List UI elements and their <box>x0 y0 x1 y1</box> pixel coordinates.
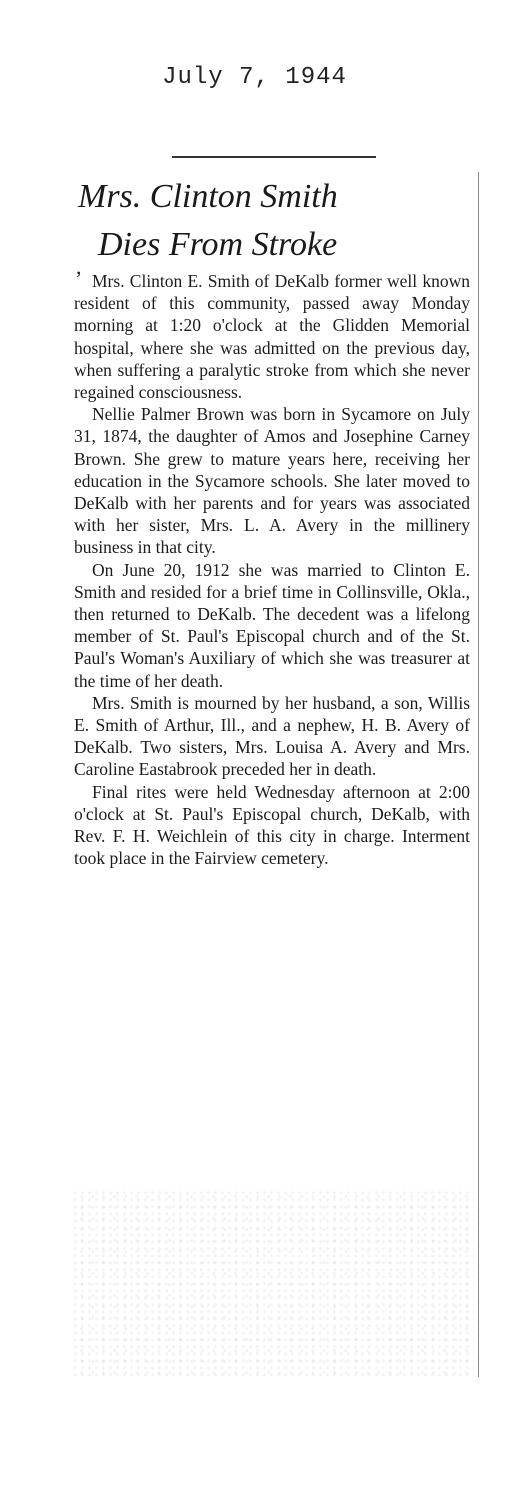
paragraph-biography: Nellie Palmer Brown was born in Sycamore on July 31, 1874, the daughter of Amos and Josephine Carney Brown. She grew to mature years here, receiving her education in the Sycamore schools. She later moved to DeKalb with her parents and for years was associated with her sister, Mrs. L. A. Avery in the millinery business in that city. <box>74 404 470 558</box>
column-edge <box>478 172 479 1377</box>
date-line: July 7, 1944 <box>162 64 347 91</box>
paragraph-survivors: Mrs. Smith is mourned by her husband, a son, Willis E. Smith of Arthur, Ill., and a nephew, H. B. Avery of DeKalb. Two sisters, Mrs. Louisa A. Avery and Mrs. Caroline Eastabrook preceded her in death. <box>74 692 470 780</box>
print-texture <box>74 1190 474 1380</box>
article-body <box>74 270 470 869</box>
paragraph-death-notice: Mrs. Clinton E. Smith of DeKalb former well known resident of this community, passed away Monday morning at 1:20 o'clock at the Glidden Memorial hospital, where she was admitted on the previous day, when suffering a paralytic stroke from which she never regained consciousness. <box>74 271 470 403</box>
headline-mark: , <box>76 254 82 279</box>
headline-line-1: Mrs. Clinton Smith <box>78 178 338 215</box>
headline-line-2: Dies From Stroke <box>98 226 338 263</box>
headline-rule <box>172 156 376 158</box>
paragraph-services: Final rites were held Wednesday afternoon at 2:00 o'clock at St. Paul's Episcopal church, DeKalb, with Rev. F. H. Weichlein of this city in charge. Interment took place in the Fairview cemetery. <box>74 781 470 869</box>
paragraph-marriage: On June 20, 1912 she was married to Clinton E. Smith and resided for a brief time in Collinsville, Okla., then returned to DeKalb. The decedent was a lifelong member of St. Paul's Episcopal church and of the St. Paul's Woman's Auxiliary of which she was treasurer at the time of her death. <box>74 559 470 691</box>
